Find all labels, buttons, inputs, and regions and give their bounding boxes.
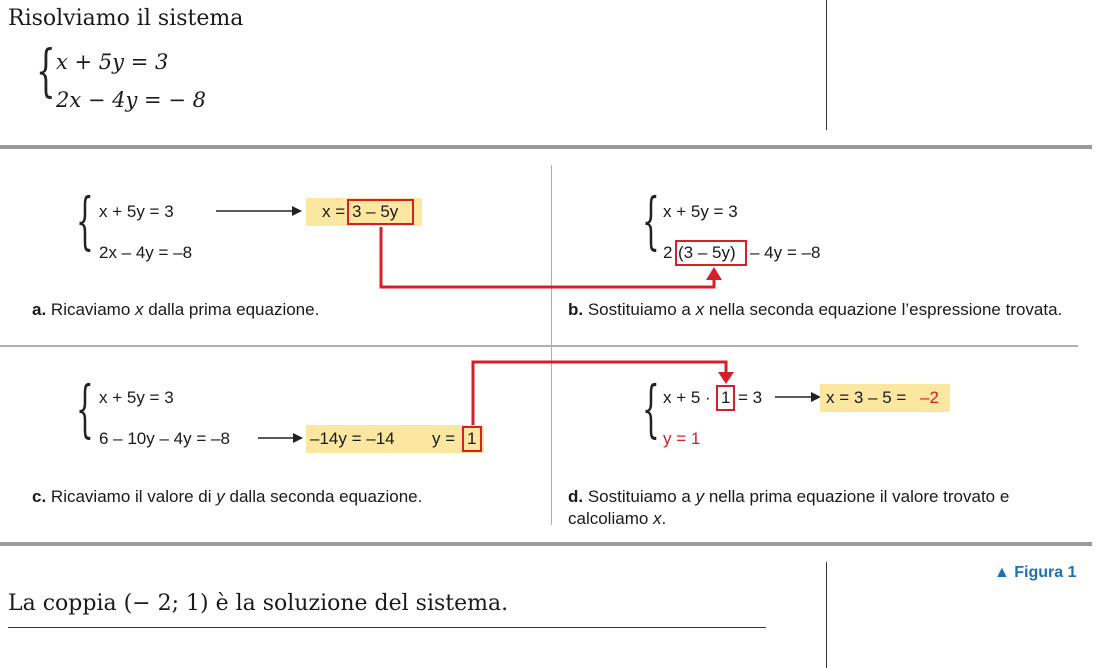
panel-a-caption-var: x [135, 300, 144, 319]
panel-c-brace: { [76, 372, 94, 445]
panel-b-caption-var: x [695, 300, 705, 319]
arrow-c-head [293, 433, 303, 443]
margin-rule-bottom [826, 562, 827, 668]
panel-d-eq1-pre: x + 5 · [663, 388, 711, 407]
panel-a-caption-label: a. [32, 300, 47, 319]
panel-d-eq1-boxed: 1 [721, 388, 731, 407]
arrow-a-to-b-head [706, 267, 722, 280]
panel-d-caption-pre: Sostituiamo a [587, 487, 691, 506]
panel-b-brace: { [642, 184, 660, 257]
panel-d-eq2: y = 1 [663, 429, 701, 448]
panel-c-caption-var: y [216, 487, 225, 506]
panel-d-result-value: –2 [920, 388, 939, 407]
panel-d-caption [568, 486, 1038, 530]
system-eq2: 2x − 4y = − 8 [56, 88, 206, 112]
panel-d-brace: { [642, 372, 660, 445]
panel-d-caption-label: d. [568, 487, 584, 506]
arrow-c-to-d-head [718, 372, 734, 384]
panel-d-caption-var: y [695, 487, 705, 506]
panel-c-caption-pre: Ricaviamo il valore di [50, 487, 212, 506]
panel-d-caption-end: . [661, 509, 667, 528]
panel-c-eq1: x + 5y = 3 [99, 388, 174, 407]
arrow-a-head [292, 206, 302, 216]
panel-a-result-boxed: 3 – 5y [352, 202, 399, 221]
panel-c-result-text: –14y = –14 [310, 429, 395, 448]
figure-label: ▲ Figura 1 [994, 564, 1077, 581]
panel-c-caption-label: c. [32, 487, 47, 506]
panel-c-eq2: 6 – 10y – 4y = –8 [99, 429, 230, 448]
panel-d-caption-mid: nella prima equazione il valore trovato e calcoliamo [568, 487, 1010, 528]
panel-a-eq1: x + 5y = 3 [99, 202, 174, 221]
panel-c-caption [32, 486, 422, 508]
panel-d-eq1-post: = 3 [738, 388, 763, 407]
panel-a-caption-post: dalla prima equazione. [148, 300, 320, 319]
panel-d-result-text: x = 3 – 5 = [826, 388, 907, 407]
panel-a-brace: { [76, 184, 94, 257]
panel-b-eq2-pre: 2 [663, 243, 673, 262]
panel-b-caption-pre: Sostituiamo a [587, 300, 691, 319]
intro-text: Risolviamo il sistema [8, 6, 244, 31]
conclusion-text: La coppia (− 2; 1) è la soluzione del sistema. [8, 591, 509, 616]
system-eq1: x + 5y = 3 [56, 50, 169, 74]
panel-d-caption-var2: x [653, 509, 662, 528]
panel-c-caption-post: dalla seconda equazione. [229, 487, 423, 506]
panel-b-eq1: x + 5y = 3 [663, 202, 738, 221]
panel-a-caption [32, 299, 319, 321]
system-brace: { [36, 39, 56, 104]
panel-a-eq2: 2x – 4y = –8 [99, 243, 193, 262]
panel-a-result-prefix: x = [322, 202, 346, 221]
conclusion-underline [8, 627, 766, 628]
panel-b-caption [568, 299, 1088, 321]
panel-a-caption-pre: Ricaviamo [50, 300, 131, 319]
panel-c-result-y: y = [432, 429, 456, 448]
panel-b-eq2-boxed: (3 – 5y) [678, 243, 736, 262]
panel-b-eq2-post: – 4y = –8 [750, 243, 821, 262]
panel-c-result-boxed: 1 [467, 429, 477, 448]
panel-b-caption-post: nella seconda equazione l’espressione trovata. [708, 300, 1063, 319]
panel-b-caption-label: b. [568, 300, 584, 319]
